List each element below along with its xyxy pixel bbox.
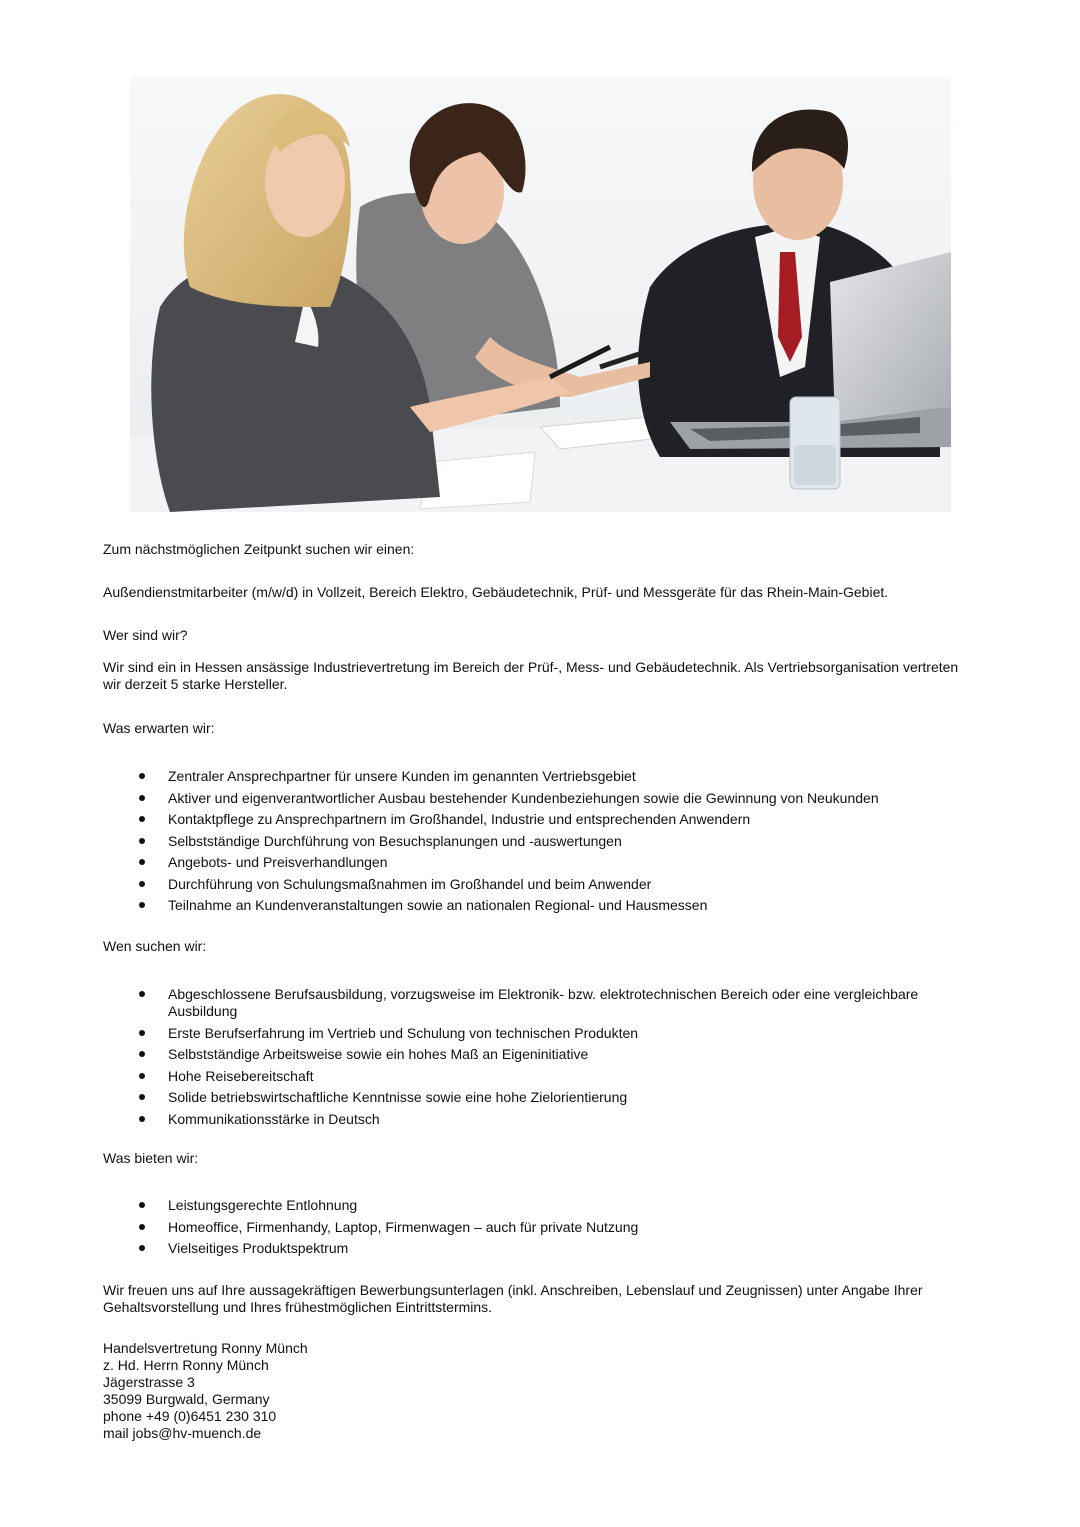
- expectations-list-wrap: [103, 768, 973, 919]
- contact-mail: mail jobs@hv-muench.de: [103, 1425, 262, 1441]
- requirements-heading: Wen suchen wir:: [103, 938, 207, 954]
- list-item: Angebots- und Preisverhandlungen: [103, 854, 973, 871]
- list-item: Solide betriebswirtschaftliche Kenntnisse sowie eine hohe Zielorientierung: [103, 1089, 973, 1106]
- intro-line: Zum nächstmöglichen Zeitpunkt suchen wir einen:: [103, 541, 415, 557]
- list-item: Erste Berufserfahrung im Vertrieb und Schulung von technischen Produkten: [103, 1025, 973, 1042]
- list-item: Selbstständige Durchführung von Besuchsplanungen und -auswertungen: [103, 833, 973, 850]
- offer-list-wrap: [103, 1197, 973, 1262]
- contact-company: Handelsvertretung Ronny Münch: [103, 1340, 308, 1356]
- contact-block: [103, 1340, 973, 1442]
- offer-heading-wrap: [103, 1150, 973, 1167]
- offer-list: [103, 1197, 973, 1257]
- intro-text: [103, 541, 973, 558]
- offer-heading: Was bieten wir:: [103, 1150, 199, 1166]
- list-item: Kommunikationsstärke in Deutsch: [103, 1111, 973, 1128]
- contact-city: 35099 Burgwald, Germany: [103, 1391, 270, 1407]
- position-text: [103, 584, 973, 601]
- list-item: Hohe Reisebereitschaft: [103, 1068, 973, 1085]
- header-photo: [130, 77, 951, 512]
- about-body: [103, 659, 973, 693]
- list-item: Selbstständige Arbeitsweise sowie ein hohes Maß an Eigeninitiative: [103, 1046, 973, 1063]
- list-item: Vielseitiges Produktspektrum: [103, 1240, 973, 1257]
- list-item: Teilnahme an Kundenveranstaltungen sowie an nationalen Regional- und Hausmessen: [103, 897, 973, 914]
- requirements-heading-wrap: [103, 938, 973, 955]
- closing-text: [103, 1282, 973, 1316]
- closing-paragraph: Wir freuen uns auf Ihre aussagekräftigen Bewerbungsunterlagen (inkl. Anschreiben, Lebenslauf und Zeugnissen) unter Angabe Ihrer Gehaltsvorstellung und Ihres frühestmöglichen Eintrittstermins.: [103, 1282, 923, 1315]
- about-text: Wir sind ein in Hessen ansässige Industrievertretung im Bereich der Prüf-, Mess- und Gebäudetechnik. Als Vertriebsorganisation vertreten wir derzeit 5 starke Hersteller.: [103, 659, 959, 692]
- requirements-list: [103, 986, 973, 1128]
- contact-phone: phone +49 (0)6451 230 310: [103, 1408, 277, 1424]
- expectations-heading: Was erwarten wir:: [103, 720, 215, 736]
- list-item: Aktiver und eigenverantwortlicher Ausbau bestehender Kundenbeziehungen sowie die Gewinnung von Neukunden: [103, 790, 973, 807]
- list-item: Kontaktpflege zu Ansprechpartnern im Großhandel, Industrie und entsprechenden Anwendern: [103, 811, 973, 828]
- contact-attention: z. Hd. Herrn Ronny Münch: [103, 1357, 269, 1373]
- expectations-list: [103, 768, 973, 914]
- position-title: Außendienstmitarbeiter (m/w/d) in Vollzeit, Bereich Elektro, Gebäudetechnik, Prüf- und Messgeräte für das Rhein-Main-Gebiet.: [103, 584, 889, 600]
- list-item: Durchführung von Schulungsmaßnahmen im Großhandel und beim Anwender: [103, 876, 973, 893]
- list-item: Homeoffice, Firmenhandy, Laptop, Firmenwagen – auch für private Nutzung: [103, 1219, 973, 1236]
- list-item: Leistungsgerechte Entlohnung: [103, 1197, 973, 1214]
- expectations-heading-wrap: [103, 720, 973, 737]
- list-item: Abgeschlossene Berufsausbildung, vorzugsweise im Elektronik- bzw. elektrotechnischen Bereich oder eine vergleichbare Ausbildung: [103, 986, 973, 1020]
- requirements-list-wrap: [103, 986, 973, 1132]
- about-section: [103, 627, 973, 644]
- list-item: Zentraler Ansprechpartner für unsere Kunden im genannten Vertriebsgebiet: [103, 768, 973, 785]
- about-heading: Wer sind wir?: [103, 627, 188, 643]
- contact-street: Jägerstrasse 3: [103, 1374, 195, 1390]
